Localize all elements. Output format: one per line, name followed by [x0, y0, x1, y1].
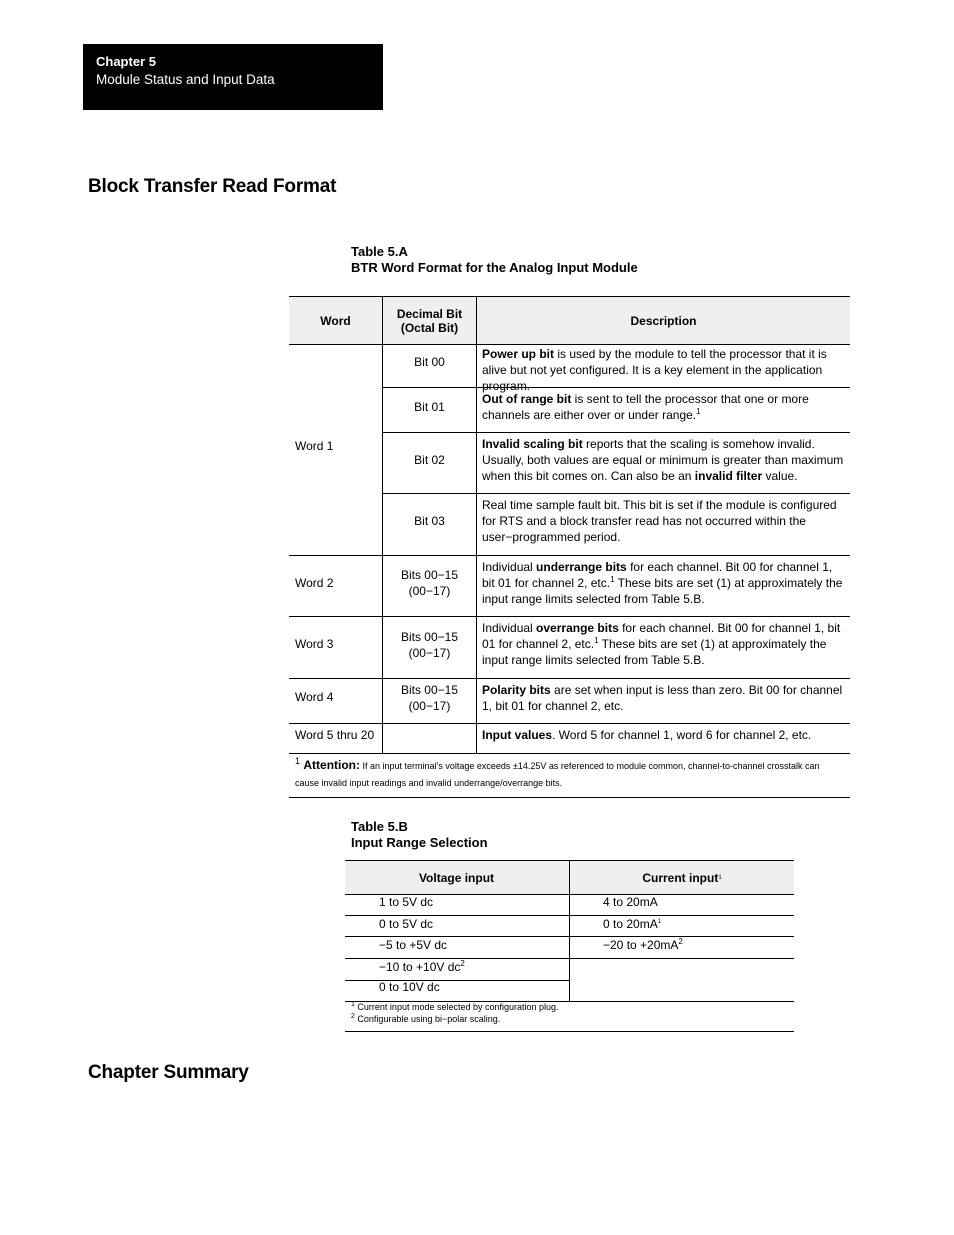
bits-decimal: Bits 00−15 — [400, 630, 459, 644]
word-2-label: Word 2 — [295, 576, 334, 590]
desc-word-3 — [482, 620, 846, 668]
desc-text: are set when input is less than zero. Bit 00 for channel 1, bit 01 for channel 2, etc. — [482, 683, 843, 713]
chapter-header — [83, 44, 383, 110]
bits-octal: (00−17) — [408, 584, 451, 598]
word-3-bits — [383, 629, 476, 661]
current-range-label: 0 to 20mA — [603, 917, 658, 931]
footnote-text: Current input mode selected by configuration plug. — [357, 1002, 559, 1012]
table-a-header — [289, 296, 850, 345]
bits-decimal: Bits 00−15 — [400, 568, 459, 582]
row-divider — [289, 723, 850, 724]
desc-word-2 — [482, 559, 846, 607]
row-divider — [289, 555, 850, 556]
desc-text: is used by the module to tell the processor that it is alive but not yet configured. It is a key element in the application program. — [482, 347, 827, 393]
table-bottom-rule — [289, 797, 850, 798]
footnote-text: Configurable using bi−polar scaling. — [357, 1014, 501, 1024]
desc-bit-02 — [482, 436, 846, 484]
bit-03: Bit 03 — [414, 514, 445, 528]
header-current-label: Current input — [642, 870, 719, 885]
current-range-3 — [603, 937, 683, 953]
desc-bold: Power up bit — [482, 347, 554, 361]
desc-bold: Polarity bits — [482, 683, 551, 697]
desc-text: Individual — [482, 621, 537, 635]
desc-bold: invalid filter — [694, 469, 763, 483]
desc-word-5 — [482, 727, 846, 743]
footnote-ref: 1 — [696, 407, 701, 416]
voltage-range-1: 1 to 5V dc — [379, 895, 434, 909]
row-divider — [382, 493, 850, 494]
header-voltage: Voltage input — [418, 870, 495, 885]
table-bottom-rule — [345, 1031, 794, 1032]
voltage-range-4 — [379, 959, 465, 975]
footnote-text: If an input terminal’s voltage exceeds ±14.25V as referenced to module common, channel-to-channel crosstalk can cause invalid input readings and invalid underrange/overrange bits. — [295, 761, 820, 788]
word-2-bits — [383, 567, 476, 599]
voltage-range-label: −10 to +10V dc — [379, 960, 461, 974]
desc-text: These bits are set (1) at approximately the input range limits selected from Table 5.B. — [482, 637, 827, 667]
desc-bold: underrange bits — [536, 560, 627, 574]
table-a-number: Table 5.A — [351, 244, 408, 259]
footnote-ref: 1 — [657, 919, 662, 925]
table-b-number: Table 5.B — [351, 819, 408, 834]
desc-text: value. — [762, 469, 798, 483]
voltage-range-5: 0 to 10V dc — [379, 980, 440, 994]
desc-text: for each channel. Bit 00 for channel 1, bit 01 for channel 2, etc. — [482, 560, 833, 590]
desc-text: Individual — [482, 560, 537, 574]
column-divider — [476, 296, 477, 753]
desc-bold: Input values — [482, 728, 553, 742]
row-divider — [382, 432, 850, 433]
word-5-label: Word 5 thru 20 — [295, 728, 375, 742]
current-range-label: −20 to +20mA — [603, 938, 679, 952]
desc-bold: Out of range bit — [482, 392, 572, 406]
footnote-ref: 2 — [460, 959, 465, 968]
desc-text: reports that the scaling is somehow invalid. Usually, both values are equal or minimum is greater than maximum when this bit comes on. Can also be an — [482, 437, 844, 483]
desc-bit-03: Real time sample fault bit. This bit is set if the module is configured for RTS and a block transfer read has not occurred within the user−programmed period. — [482, 498, 837, 544]
desc-bit-01 — [482, 391, 846, 423]
desc-text: . Word 5 for channel 1, word 6 for channel 2, etc. — [552, 728, 812, 742]
footnote-number: 1 — [351, 1001, 355, 1008]
footnote-number: 2 — [351, 1013, 355, 1020]
table-b-title: Input Range Selection — [351, 835, 488, 850]
desc-bold: overrange bits — [536, 621, 619, 635]
desc-text: for each channel. Bit 00 for channel 1, bit 01 for channel 2, etc. — [482, 621, 841, 651]
table-b-footnotes — [351, 1001, 559, 1025]
table-b-caption — [351, 819, 488, 851]
desc-text: is sent to tell the processor that one or more channels are either over or under range. — [482, 392, 809, 422]
bit-00: Bit 00 — [414, 355, 445, 369]
header-bit-label: Decimal Bit (Octal Bit) — [396, 306, 463, 335]
desc-bit-00 — [482, 346, 846, 394]
bit-02: Bit 02 — [414, 453, 445, 467]
column-divider — [569, 860, 570, 1001]
bits-octal: (00−17) — [408, 646, 451, 660]
section-title: Block Transfer Read Format — [88, 176, 337, 197]
row-divider — [289, 678, 850, 679]
voltage-range-3: −5 to +5V dc — [379, 938, 448, 952]
bits-octal: (00−17) — [408, 699, 451, 713]
footnote-label: Attention: — [303, 758, 361, 772]
bits-decimal: Bits 00−15 — [400, 683, 459, 697]
footnote-ref: 1 — [610, 575, 615, 584]
chapter-summary-title: Chapter Summary — [88, 1062, 249, 1083]
current-range-1: 4 to 20mA — [603, 895, 658, 909]
voltage-range-2: 0 to 5V dc — [379, 917, 434, 931]
header-current: Current input 1 — [642, 870, 722, 885]
table-a-caption — [351, 244, 638, 276]
table-b-footnote-2 — [351, 1013, 559, 1025]
footnote-ref: 2 — [678, 937, 683, 946]
word-1-label: Word 1 — [295, 439, 334, 453]
footnote-ref: 1 — [594, 636, 599, 645]
row-divider — [289, 616, 850, 617]
word-4-label: Word 4 — [295, 690, 334, 704]
bit-01: Bit 01 — [414, 400, 445, 414]
desc-bold: Invalid scaling bit — [482, 437, 583, 451]
footnote-number: 1 — [295, 756, 301, 766]
row-divider — [289, 753, 850, 754]
chapter-subtitle: Module Status and Input Data — [96, 72, 275, 87]
word-3-label: Word 3 — [295, 637, 334, 651]
header-description: Description — [630, 313, 697, 328]
table-a-title: BTR Word Format for the Analog Input Module — [351, 260, 638, 275]
table-b-footnote-1 — [351, 1001, 559, 1013]
word-4-bits — [383, 682, 476, 714]
header-bit — [383, 297, 476, 344]
current-range-2 — [603, 916, 661, 932]
desc-text: These bits are set (1) at approximately the input range limits selected from Table 5.B. — [482, 576, 843, 606]
chapter-number: Chapter 5 — [96, 54, 156, 69]
table-a-footnote — [295, 757, 845, 791]
desc-word-4 — [482, 682, 846, 714]
header-word: Word — [320, 313, 351, 328]
